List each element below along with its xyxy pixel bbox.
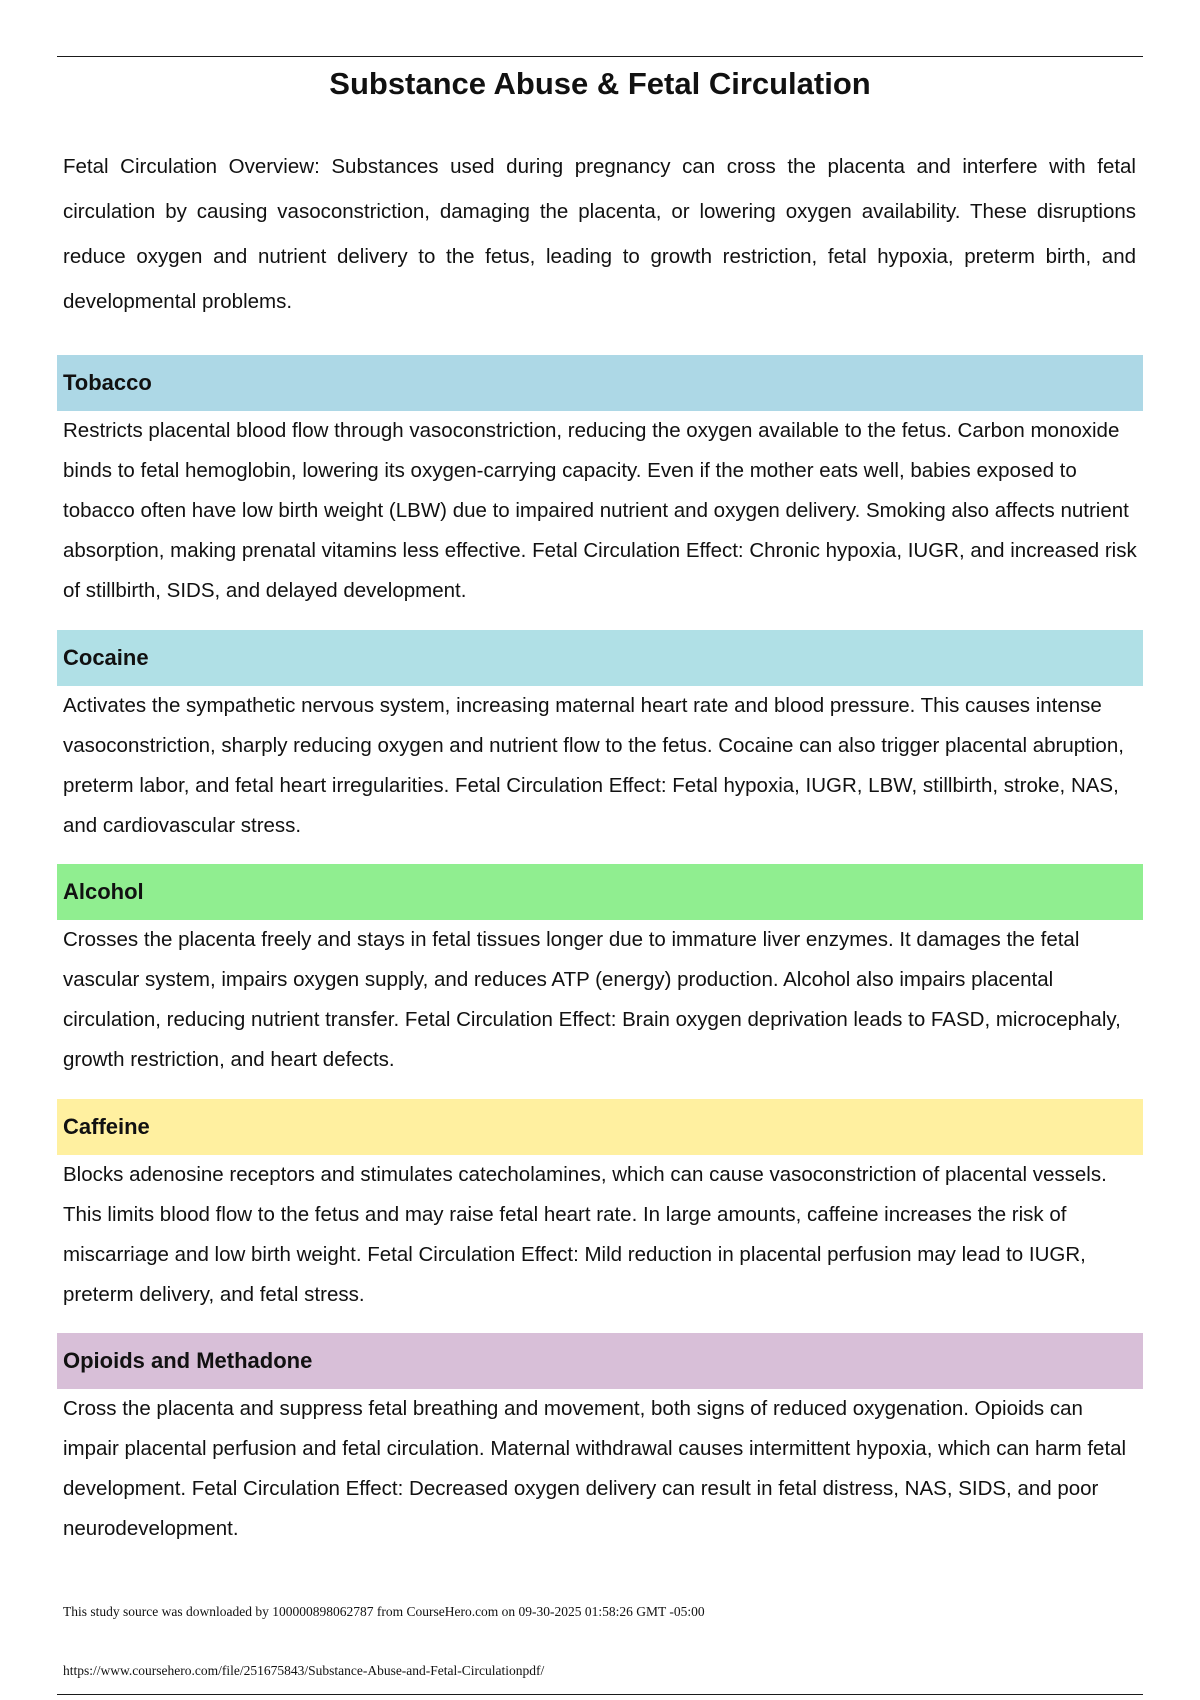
section-body-opioids-methadone: Cross the placenta and suppress fetal breathing and movement, both signs of reduced oxygenation. Opioids can impair placental perfusion and fetal circulation. Maternal withdrawal causes intermittent hypoxia, which can harm fetal development. Fetal Circulation Effect: Decreased oxygen delivery can result in fetal distress, NAS, SIDS, and poor neurodevelopment. bbox=[63, 1397, 1127, 1540]
page-title: Substance Abuse & Fetal Circulation bbox=[329, 66, 871, 101]
bottom-rule bbox=[57, 1694, 1143, 1695]
section-body-alcohol: Crosses the placenta freely and stays in fetal tissues longer due to immature liver enzymes. It damages the fetal vascular system, impairs oxygen supply, and reduces ATP (energy) production. Alcohol also impairs placental circulation, reducing nutrient transfer. Fetal Circulation Effect: Brain oxygen deprivation leads to FASD, microcephaly, growth restriction, and heart defects. bbox=[63, 928, 1121, 1071]
section-heading-cocaine: Cocaine bbox=[57, 630, 1143, 686]
section-body-caffeine: Blocks adenosine receptors and stimulates catecholamines, which can cause vasoconstriction of placental vessels. This limits blood flow to the fetus and may raise fetal heart rate. In large amounts, caffeine increases the risk of miscarriage and low birth weight. Fetal Circulation Effect: Mild reduction in placental perfusion may lead to IUGR, preterm delivery, and fetal stress. bbox=[63, 1163, 1107, 1306]
section-body-cocaine: Activates the sympathetic nervous system, increasing maternal heart rate and blood pressure. This causes intense vasoconstriction, sharply reducing oxygen and nutrient flow to the fetus. Cocaine can also trigger placental abruption, preterm labor, and fetal heart irregularities. Fetal Circulation Effect: Fetal hypoxia, IUGR, LBW, stillbirth, stroke, NAS, and cardiovascular stress. bbox=[63, 694, 1124, 837]
section-heading-tobacco: Tobacco bbox=[57, 355, 1143, 411]
download-notice: This study source was downloaded by 100000898062787 from CourseHero.com on 09-30-2025 01:58:26 GMT -05:00 bbox=[63, 1604, 705, 1619]
section-heading-caffeine: Caffeine bbox=[57, 1099, 1143, 1155]
source-url[interactable]: https://www.coursehero.com/file/251675843/Substance-Abuse-and-Fetal-Circulationpdf/ bbox=[63, 1663, 545, 1678]
intro-paragraph: Fetal Circulation Overview: Substances used during pregnancy can cross the placenta and interfere with fetal circulation by causing vasoconstriction, damaging the placenta, or lowering oxygen availability. These disruptions reduce oxygen and nutrient delivery to the fetus, leading to growth restriction, fetal hypoxia, preterm birth, and developmental problems. bbox=[63, 155, 1136, 313]
section-heading-alcohol: Alcohol bbox=[57, 864, 1143, 920]
section-heading-opioids-methadone: Opioids and Methadone bbox=[57, 1333, 1143, 1389]
section-body-tobacco: Restricts placental blood flow through vasoconstriction, reducing the oxygen available to the fetus. Carbon monoxide binds to fetal hemoglobin, lowering its oxygen-carrying capacity. Even if the mother eats well, babies exposed to tobacco often have low birth weight (LBW) due to impaired nutrient and oxygen delivery. Smoking also affects nutrient absorption, making prenatal vitamins less effective. Fetal Circulation Effect: Chronic hypoxia, IUGR, and increased risk of stillbirth, SIDS, and delayed development. bbox=[63, 419, 1137, 602]
top-rule bbox=[57, 56, 1143, 57]
